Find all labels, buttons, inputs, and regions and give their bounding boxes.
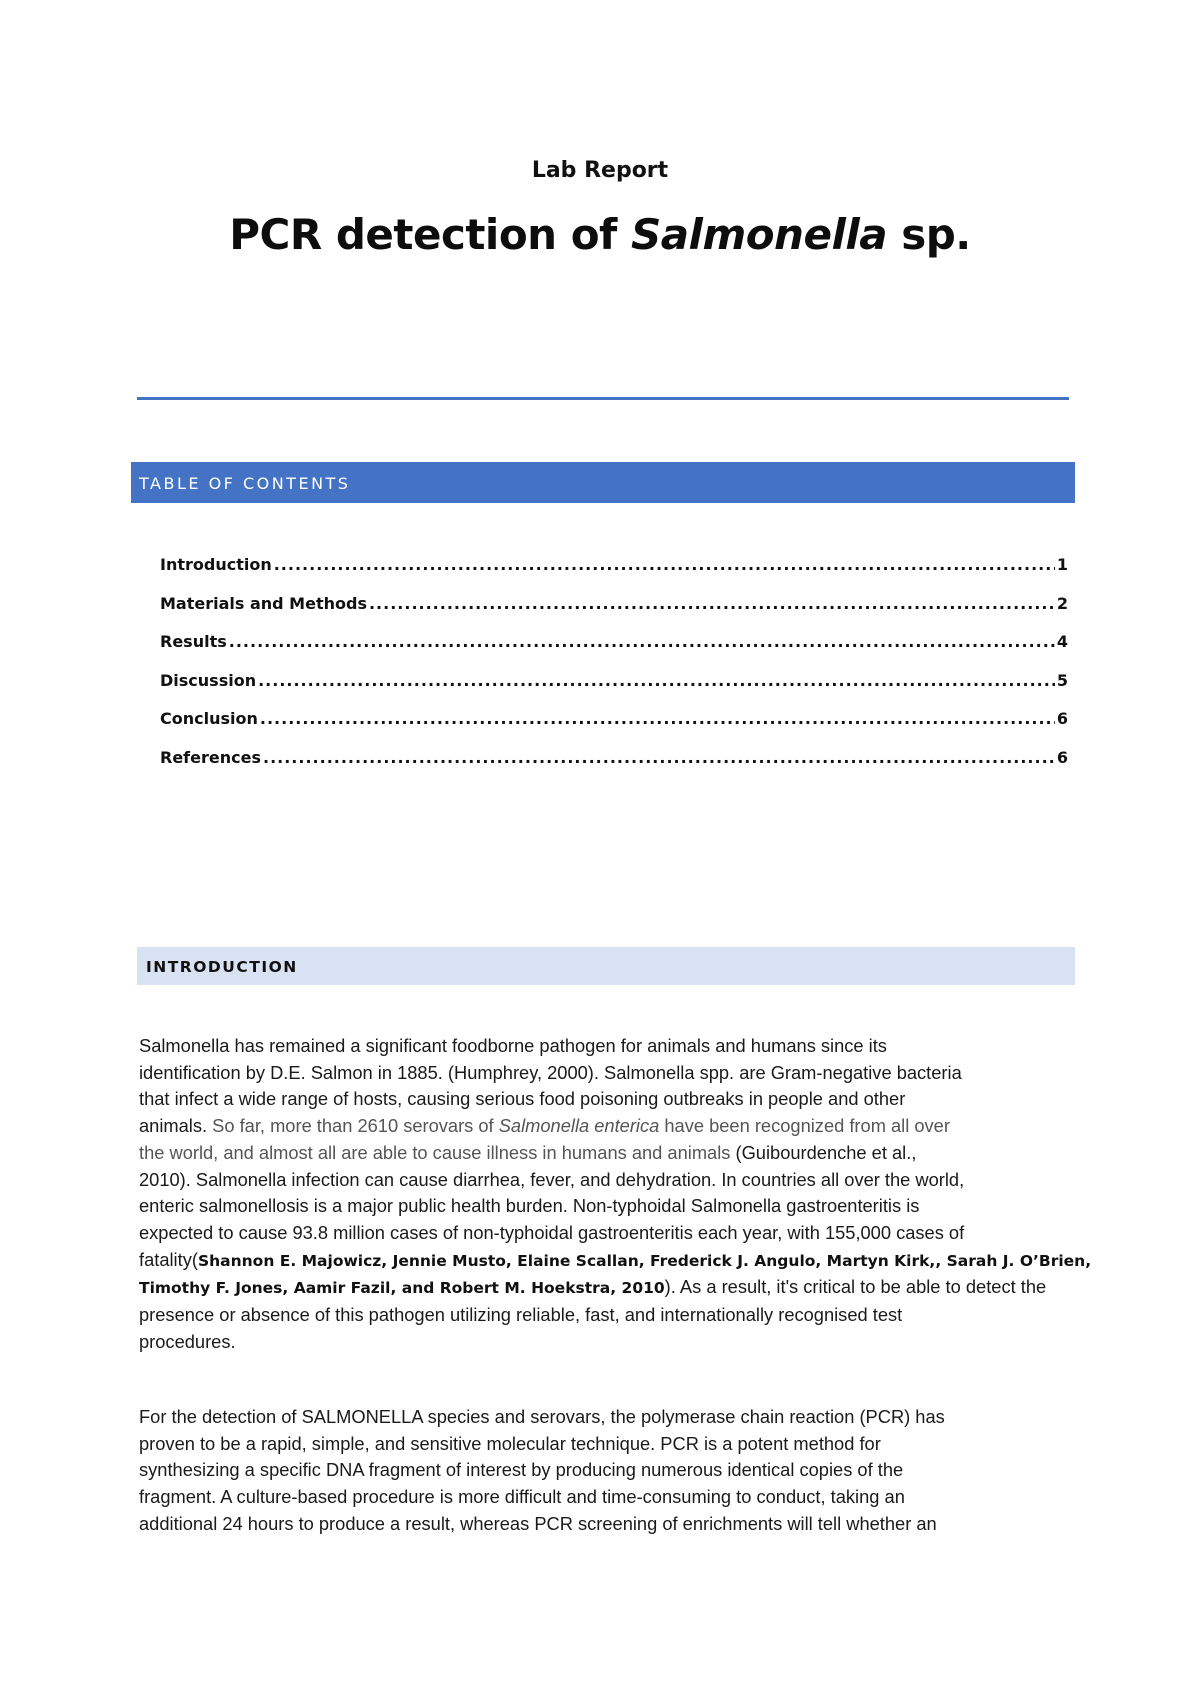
text-run: (Guibourdenche et al., — [730, 1141, 917, 1163]
text-run: the world, and almost all are able to cause illness in humans and animals — [139, 1141, 731, 1163]
text-run: fatality( — [139, 1248, 198, 1270]
text-line — [139, 1113, 1064, 1140]
text-line: additional 24 hours to produce a result, whereas PCR screening of enrichments will tell whether an — [139, 1512, 937, 1534]
title-prefix: PCR detection of — [229, 210, 631, 259]
species-name: Salmonella enterica — [498, 1115, 660, 1137]
title-divider — [137, 397, 1069, 400]
toc-entry-results[interactable] — [160, 632, 1068, 671]
title-genus: Salmonella — [630, 210, 888, 259]
introduction-heading: INTRODUCTION — [137, 947, 1075, 985]
toc-entry-materials-and-methods[interactable] — [160, 594, 1068, 633]
toc-entry-references[interactable] — [160, 748, 1068, 787]
toc-entry-page: 6 — [1056, 747, 1068, 767]
text-line: identification by D.E. Salmon in 1885. (Humphrey, 2000). Salmonella spp. are Gram-negative bacteria — [139, 1061, 962, 1083]
toc-entry-discussion[interactable] — [160, 671, 1068, 710]
toc-entry-label: Conclusion — [160, 709, 258, 729]
text-line: procedures. — [139, 1330, 236, 1352]
text-run: ). As a result, it's critical to be able to detect the — [664, 1276, 1047, 1298]
toc-entry-label: References — [160, 747, 261, 767]
toc-heading: TABLE OF CONTENTS — [131, 462, 1075, 503]
page-title — [0, 210, 1200, 259]
toc-leader — [369, 594, 1055, 613]
text-line: presence or absence of this pathogen utilizing reliable, fast, and internationally recognised test — [139, 1304, 903, 1326]
text-line — [139, 1140, 1064, 1167]
toc-leader — [274, 555, 1055, 574]
table-of-contents — [160, 555, 1068, 787]
toc-entry-page: 5 — [1056, 670, 1068, 690]
toc-entry-page: 6 — [1056, 709, 1068, 729]
text-line: 2010). Salmonella infection can cause diarrhea, fever, and dehydration. In countries all over the world, — [139, 1168, 965, 1190]
toc-leader — [229, 632, 1055, 651]
toc-entry-label: Introduction — [160, 555, 272, 574]
text-run: animals. — [139, 1115, 208, 1137]
title-suffix: sp. — [887, 210, 971, 259]
text-line: enteric salmonellosis is a major public health burden. Non-typhoidal Salmonella gastroenteritis is — [139, 1195, 920, 1217]
text-line: synthesizing a specific DNA fragment of interest by producing numerous identical copies of the — [139, 1459, 904, 1481]
text-line — [139, 1247, 1092, 1275]
toc-entry-conclusion[interactable] — [160, 709, 1068, 748]
text-line: For the detection of SALMONELLA species and serovars, the polymerase chain reaction (PCR) has — [139, 1406, 945, 1427]
text-line: proven to be a rapid, simple, and sensitive molecular technique. PCR is a potent method for — [139, 1432, 881, 1454]
text-line — [139, 1274, 1064, 1302]
toc-entry-introduction[interactable] — [160, 555, 1068, 594]
toc-entry-label: Results — [160, 632, 227, 652]
toc-leader — [258, 671, 1055, 690]
toc-entry-page: 2 — [1056, 593, 1068, 613]
text-line: Salmonella has remained a significant foodborne pathogen for animals and humans since its — [139, 1035, 887, 1056]
introduction-paragraph-1 — [139, 1033, 1092, 1355]
toc-entry-label: Materials and Methods — [160, 593, 367, 613]
toc-entry-page: 4 — [1056, 632, 1068, 652]
toc-entry-label: Discussion — [160, 670, 257, 690]
text-line: expected to cause 93.8 million cases of non-typhoidal gastroenteritis each year, with 155,000 cases of — [139, 1221, 965, 1243]
citation-authors: Timothy F. Jones, Aamir Fazil, and Robert M. Hoekstra, 2010 — [139, 1279, 665, 1298]
introduction-paragraph-2 — [139, 1404, 1064, 1538]
text-line: fragment. A culture-based procedure is more difficult and time-consuming to conduct, taking an — [139, 1486, 905, 1508]
toc-leader — [263, 748, 1055, 767]
text-line: that infect a wide range of hosts, causing serious food poisoning outbreaks in people and other — [139, 1088, 906, 1110]
citation-authors: Shannon E. Majowicz, Jennie Musto, Elaine Scallan, Frederick J. Angulo, Martyn Kirk,, Sarah J. O’Brien, — [197, 1251, 1092, 1270]
toc-leader — [260, 709, 1055, 728]
report-kicker: Lab Report — [531, 158, 669, 183]
text-run: So far, more than 2610 serovars of — [207, 1115, 499, 1137]
text-run: have been recognized from all over — [659, 1115, 950, 1137]
toc-entry-page: 1 — [1056, 555, 1068, 574]
